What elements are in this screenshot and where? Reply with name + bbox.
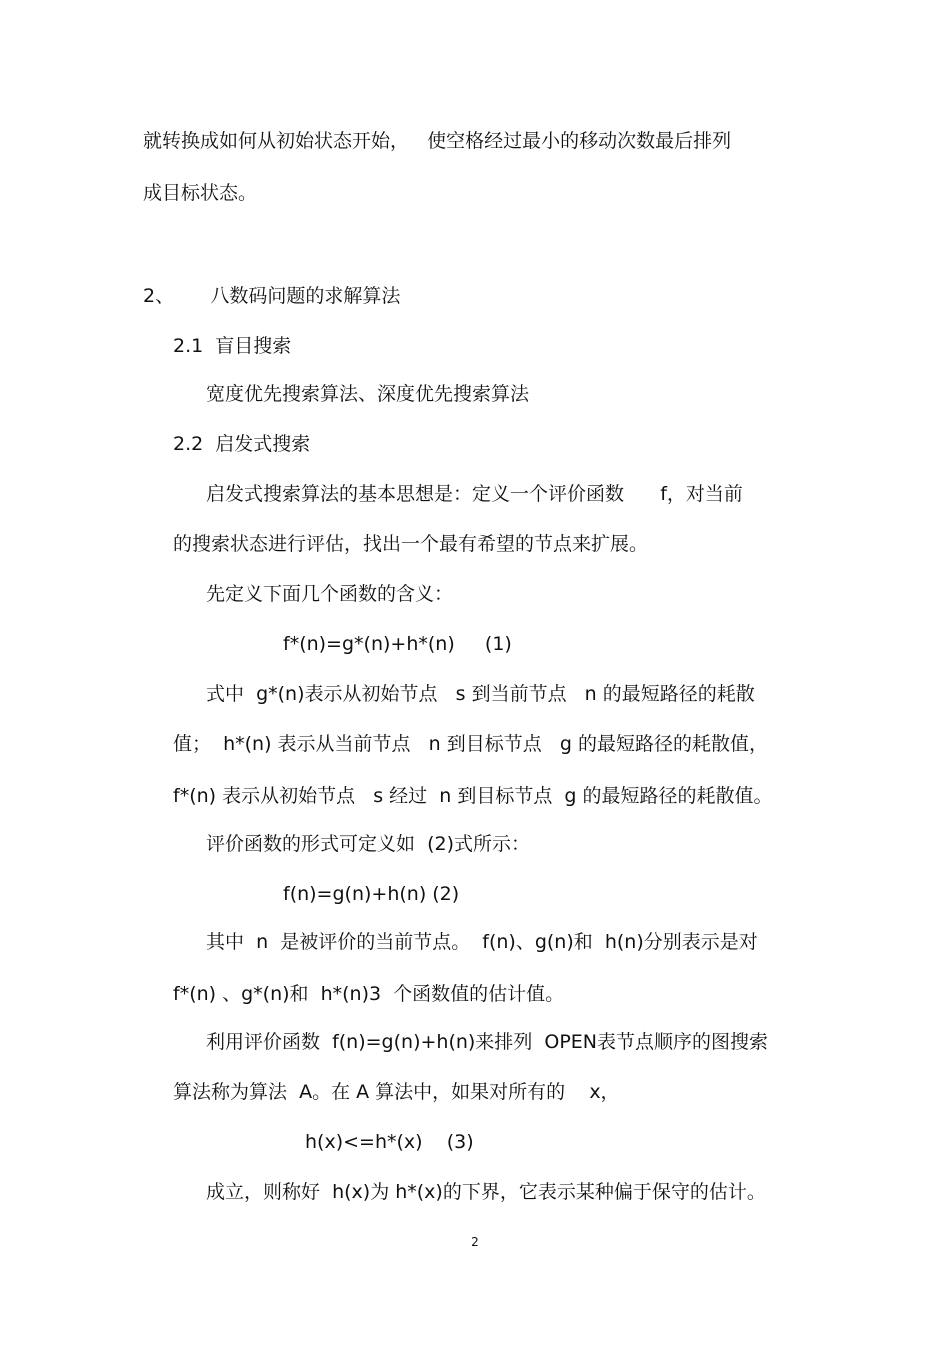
- text-line: 成立，则称好 h(x)为 h*(x)的下界，它表示某种偏于保守的估计。: [206, 1181, 766, 1203]
- text-line: 其中 n 是被评价的当前节点。 f(n)、g(n)和 h(n)分别表示是对: [206, 931, 758, 953]
- section-heading: 2、 八数码问题的求解算法: [143, 285, 401, 307]
- text-line: 启发式搜索算法的基本思想是：定义一个评价函数 f，对当前: [206, 483, 743, 505]
- text-line: 算法称为算法 A。在 A 算法中，如果对所有的 x，: [173, 1081, 620, 1103]
- text-line: 先定义下面几个函数的含义：: [206, 583, 454, 605]
- text-line: f*(n) 表示从初始节点 s 经过 n 到目标节点 g 的最短路径的耗散值。: [173, 785, 773, 807]
- equation: f*(n)=g*(n)+h*(n) (1): [283, 633, 512, 655]
- page-number: 2: [471, 1235, 479, 1249]
- equation: f(n)=g(n)+h(n) (2): [283, 883, 460, 905]
- text-line: 宽度优先搜索算法、深度优先搜索算法: [206, 383, 530, 405]
- text-line: 式中 g*(n)表示从初始节点 s 到当前节点 n 的最短路径的耗散: [206, 683, 755, 705]
- text-line: 值； h*(n) 表示从当前节点 n 到目标节点 g 的最短路径的耗散值，: [173, 733, 768, 755]
- subsection-heading: 2.1 盲目搜索: [173, 335, 292, 357]
- subsection-heading: 2.2 启发式搜索: [173, 433, 311, 455]
- equation: h(x)<=h*(x) (3): [305, 1131, 474, 1153]
- text-line: 就转换成如何从初始状态开始， 使空格经过最小的移动次数最后排列: [143, 130, 732, 152]
- text-line: 成目标状态。: [143, 182, 258, 204]
- text-line: 利用评价函数 f(n)=g(n)+h(n)来排列 OPEN表节点顺序的图搜索: [206, 1031, 769, 1053]
- text-line: f*(n) 、g*(n)和 h*(n)3 个函数值的估计值。: [173, 983, 565, 1005]
- text-line: 的搜索状态进行评估，找出一个最有希望的节点来扩展。: [173, 533, 649, 555]
- text-line: 评价函数的形式可定义如 (2)式所示：: [206, 833, 530, 855]
